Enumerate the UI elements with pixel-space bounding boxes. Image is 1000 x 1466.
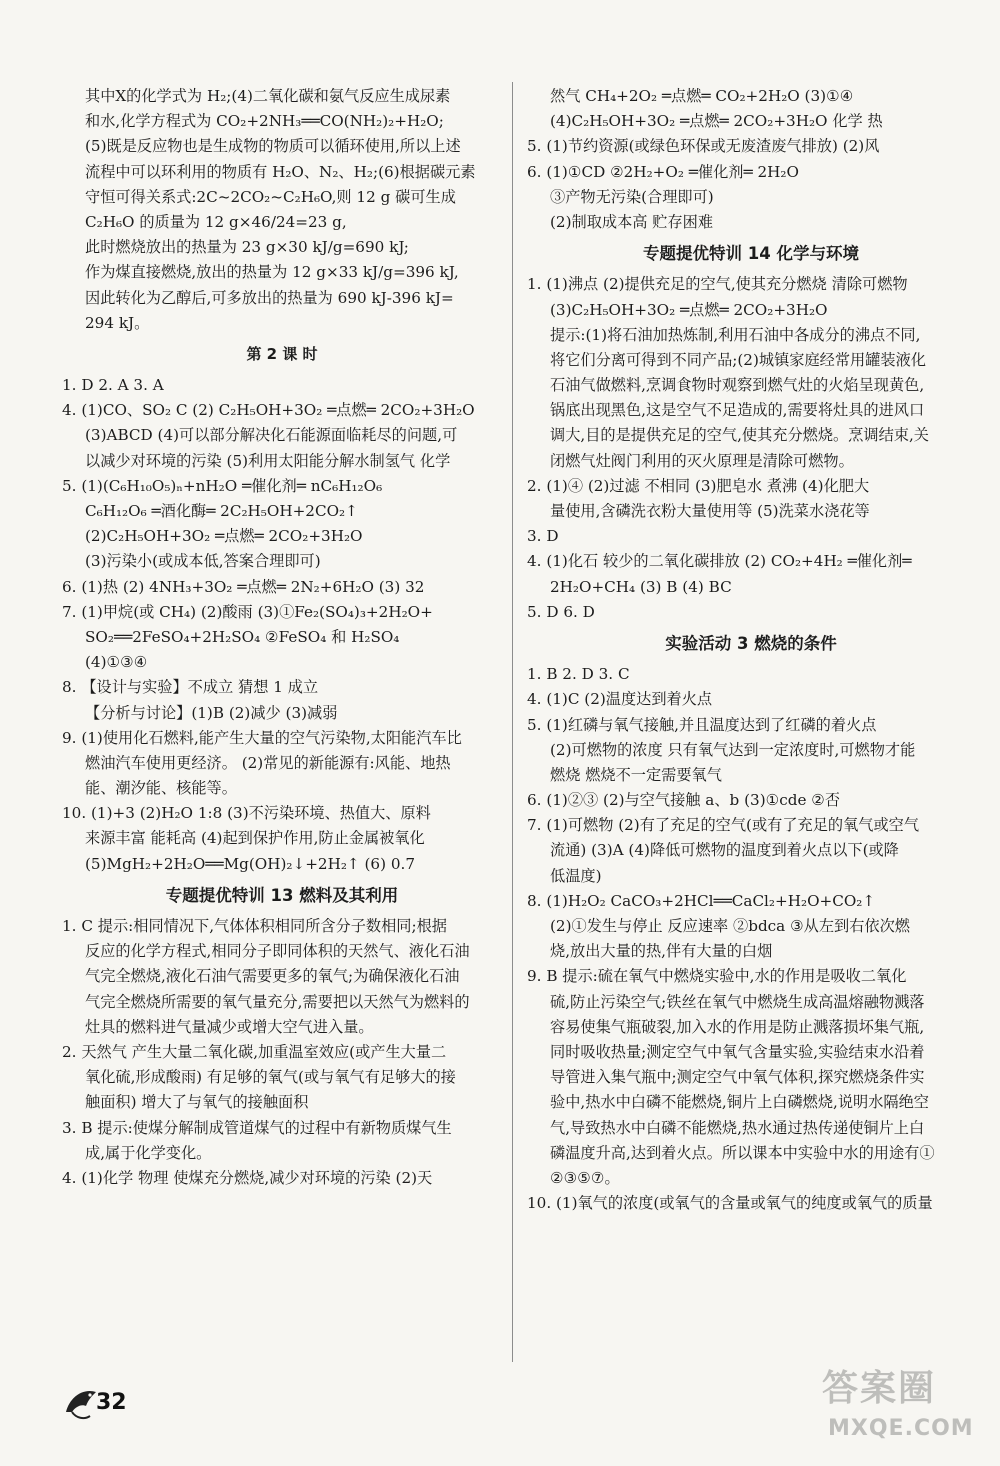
answer-line: 因此转化为乙醇后,可多放出的热量为 690 kJ-396 kJ= xyxy=(85,288,454,307)
answer-line: 5. (1)节约资源(或绿色环保或无废渣废气排放) (2)风 xyxy=(527,137,880,156)
answer-line: 9. B 提示:硫在氧气中燃烧实验中,水的作用是吸收二氧化 xyxy=(527,967,907,986)
answer-line: 1. C 提示:相同情况下,气体体积相同所含分子数相同;根据 xyxy=(62,917,447,935)
answer-line: 3. B 提示:使煤分解制成管道煤气的过程中有新物质煤气生 xyxy=(62,1118,452,1137)
answer-line: 【分析与讨论】(1)B (2)减少 (3)减弱 xyxy=(85,703,338,722)
answer-line: 4. (1)化石 较少的二氧化碳排放 (2) CO₂+4H₂ ═催化剂═ xyxy=(527,552,912,571)
answer-line: 10. (1)+3 (2)H₂O 1:8 (3)不污染环境、热值大、原料 xyxy=(62,804,431,823)
answer-line: 1. (1)沸点 (2)提供充足的空气,使其充分燃烧 清除可燃物 xyxy=(527,275,908,294)
answer-line: 气完全燃烧所需要的氧气量充分,需要把以天然气为燃料的 xyxy=(85,992,470,1011)
answer-line: (4)①③④ xyxy=(85,653,148,672)
answer-line: 作为煤直接燃烧,放出的热量为 12 g×33 kJ/g=396 kJ, xyxy=(85,263,459,282)
answer-line: 将它们分离可得到不同产品;(2)城镇家庭经常用罐装液化 xyxy=(550,350,926,369)
section-heading: 第 2 课 时 xyxy=(246,344,318,363)
answer-line: 燃油汽车使用更经济。 (2)常见的新能源有:风能、地热 xyxy=(85,753,451,772)
section-heading: 专题提优特训 14 化学与环境 xyxy=(643,244,859,264)
answer-line: 能、潮汐能、核能等。 xyxy=(85,779,237,798)
answer-line: 6. (1)①CD ②2H₂+O₂ ═催化剂═ 2H₂O xyxy=(527,162,799,181)
answer-line: 4. (1)化学 物理 使煤充分燃烧,减少对环境的污染 (2)天 xyxy=(62,1168,433,1187)
answer-line: (2)C₂H₅OH+3O₂ ═点燃═ 2CO₂+3H₂O xyxy=(85,527,363,546)
answer-line: 量使用,含磷洗衣粉大量使用等 (5)洗菜水浇花等 xyxy=(550,502,870,520)
answer-line: (3)ABCD (4)可以部分解决化石能源面临耗尽的问题,可 xyxy=(85,426,458,445)
answer-line: C₂H₆O 的质量为 12 g×46/24=23 g, xyxy=(85,212,347,231)
section-heading: 实验活动 3 燃烧的条件 xyxy=(665,633,837,653)
answer-line: (3)C₂H₅OH+3O₂ ═点燃═ 2CO₂+3H₂O xyxy=(550,300,828,319)
answer-line: (2)①发生与停止 反应速率 ②bdca ③从左到右依次燃 xyxy=(550,917,910,935)
answer-line: 8. (1)H₂O₂ CaCO₃+2HCl══CaCl₂+H₂O+CO₂↑ xyxy=(527,891,876,910)
answer-line: (4)C₂H₅OH+3O₂ ═点燃═ 2CO₂+3H₂O 化学 热 xyxy=(550,112,883,131)
answer-line: SO₂══2FeSO₄+2H₂SO₄ ②FeSO₄ 和 H₂SO₄ xyxy=(85,627,400,646)
answer-line: 7. (1)可燃物 (2)有了充足的空气(或有了充足的氧气或空气 xyxy=(527,816,920,835)
answer-line: 容易使集气瓶破裂,加入水的作用是防止溅落损坏集气瓶, xyxy=(550,1017,925,1036)
answer-line: 1. D 2. A 3. A xyxy=(62,376,164,395)
answer-line: 燃烧 燃烧不一定需要氧气 xyxy=(550,765,722,784)
answer-line: 其中X的化学式为 H₂;(4)二氧化碳和氨气反应生成尿素 xyxy=(85,87,451,105)
answer-line: 流通) (3)A (4)降低可燃物的温度到着火点以下(或降 xyxy=(550,841,899,860)
answer-line: 5. D 6. D xyxy=(527,602,595,621)
section-heading: 专题提优特训 13 燃料及其利用 xyxy=(165,885,399,905)
column-divider xyxy=(512,82,513,1362)
answer-line: 2. 天然气 产生大量二氧化碳,加重温室效应(或产生大量二 xyxy=(62,1042,447,1061)
answer-line: 3. D xyxy=(527,527,559,546)
answer-line: ②③⑤⑦。 xyxy=(550,1168,620,1187)
left-column xyxy=(62,84,502,1191)
answer-line: 调大,目的是提供充足的空气,使其充分燃烧。烹调结束,关 xyxy=(550,426,929,445)
watermark-logo-text: 答案圈 xyxy=(822,1368,937,1409)
answer-line: C₆H₁₂O₆ ═酒化酶═ 2C₂H₅OH+2CO₂↑ xyxy=(85,502,358,520)
answer-line: 6. (1)热 (2) 4NH₃+3O₂ ═点燃═ 2N₂+6H₂O (3) 32 xyxy=(62,577,425,596)
answer-line: (5)既是反应物也是生成物的物质可以循环使用,所以上述 xyxy=(85,137,461,156)
answer-line: 氧化硫,形成酸雨) 有足够的氧气(或与氧气有足够大的接 xyxy=(85,1068,456,1087)
watermark xyxy=(822,1360,982,1460)
answer-line: 提示:(1)将石油加热炼制,利用石油中各成分的沸点不同, xyxy=(550,325,921,344)
watermark-url: MXQE.COM xyxy=(828,1416,974,1441)
answer-line: 此时燃烧放出的热量为 23 g×30 kJ/g=690 kJ; xyxy=(85,238,409,257)
answer-line: 硫,防止污染空气;铁丝在氧气中燃烧生成高温熔融物溅落 xyxy=(550,992,925,1011)
answer-line: 6. (1)②③ (2)与空气接触 a、b (3)①cde ②否 xyxy=(527,791,841,810)
answer-line: 2. (1)④ (2)过滤 不相同 (3)肥皂水 煮沸 (4)化肥大 xyxy=(527,476,870,495)
answer-line: 成,属于化学变化。 xyxy=(85,1143,212,1162)
answer-line: 5. (1)红磷与氧气接触,并且温度达到了红磷的着火点 xyxy=(527,715,877,734)
answer-line: 气完全燃烧,液化石油气需要更多的氧气;为确保液化石油 xyxy=(85,967,460,986)
answer-line: 反应的化学方程式,相同分子即同体积的天然气、液化石油 xyxy=(85,942,470,961)
answer-line: (2)可燃物的浓度 只有氧气达到一定浓度时,可燃物才能 xyxy=(550,740,916,759)
answer-line: 低温度) xyxy=(550,866,602,885)
page-number: 32 xyxy=(96,1390,127,1415)
answer-line: 7. (1)甲烷(或 CH₄) (2)酸雨 (3)①Fe₂(SO₄)₃+2H₂O+ xyxy=(62,602,433,621)
answer-line: 触面积) 增大了与氧气的接触面积 xyxy=(85,1093,309,1112)
answer-line: 导管进入集气瓶中;测定空气中氧气体积,探究燃烧条件实 xyxy=(550,1068,925,1087)
answer-line: 闭燃气灶阀门利用的灭火原理是清除可燃物。 xyxy=(550,451,854,470)
answer-line: 灶具的燃料进气量减少或增大空气进入量。 xyxy=(85,1017,374,1036)
answer-line: 和水,化学方程式为 CO₂+2NH₃══CO(NH₂)₂+H₂O; xyxy=(85,112,444,131)
answer-line: 294 kJ。 xyxy=(85,313,150,332)
answer-line: 石油气做燃料,烹调食物时观察到燃气灶的火焰呈现黄色, xyxy=(550,376,925,395)
answer-line: 以减少对环境的污染 (5)利用太阳能分解水制氢气 化学 xyxy=(85,451,451,470)
answer-line: 锅底出现黑色,这是空气不足造成的,需要将灶具的进风口 xyxy=(550,401,925,420)
answer-line: (5)MgH₂+2H₂O══Mg(OH)₂↓+2H₂↑ (6) 0.7 xyxy=(85,854,415,873)
answer-line: 4. (1)C (2)温度达到着火点 xyxy=(527,690,713,709)
answer-line: 2H₂O+CH₄ (3) B (4) BC xyxy=(550,577,732,596)
answer-line: 烧,放出大量的热,伴有大量的白烟 xyxy=(550,942,773,961)
answer-line: 流程中可以环利用的物质有 H₂O、N₂、H₂;(6)根据碳元素 xyxy=(85,162,476,181)
answer-line: 守恒可得关系式:2C~2CO₂~C₂H₆O,则 12 g 碳可生成 xyxy=(85,187,456,206)
answer-line: 验中,热水中白磷不能燃烧,铜片上白磷燃烧,说明水隔绝空 xyxy=(550,1093,929,1112)
answer-line: 来源丰富 能耗高 (4)起到保护作用,防止金属被氧化 xyxy=(85,829,425,848)
answer-line: 4. (1)CO、SO₂ C (2) C₂H₅OH+3O₂ ═点燃═ 2CO₂+3H₂O xyxy=(62,401,475,420)
answer-line: 然气 CH₄+2O₂ ═点燃═ CO₂+2H₂O (3)①④ xyxy=(550,87,854,105)
right-column xyxy=(527,84,975,1216)
answer-line: 1. B 2. D 3. C xyxy=(527,665,630,684)
answer-line: 8. 【设计与实验】不成立 猜想 1 成立 xyxy=(62,678,319,697)
answer-line: 同时吸收热量;测定空气中氧气含量实验,实验结束水沿着 xyxy=(550,1042,925,1061)
answer-line: 9. (1)使用化石燃料,能产生大量的空气污染物,太阳能汽车比 xyxy=(62,728,462,747)
answer-line: ③产物无污染(合理即可) xyxy=(550,187,714,206)
answer-line: (2)制取成本高 贮存困难 xyxy=(550,212,714,231)
answer-line: 气,导致热水中白磷不能燃烧,热水通过热传递使铜片上白 xyxy=(550,1118,925,1137)
answer-line: 5. (1)(C₆H₁₀O₅)ₙ+nH₂O ═催化剂═ nC₆H₁₂O₆ xyxy=(62,476,383,495)
answer-line: 磷温度升高,达到着火点。所以课本中实验中水的用途有① xyxy=(550,1143,935,1162)
answer-line: (3)污染小(或成本低,答案合理即可) xyxy=(85,552,321,571)
answer-line: 10. (1)氧气的浓度(或氧气的含量或氧气的纯度或氧气的质量 xyxy=(527,1194,933,1213)
